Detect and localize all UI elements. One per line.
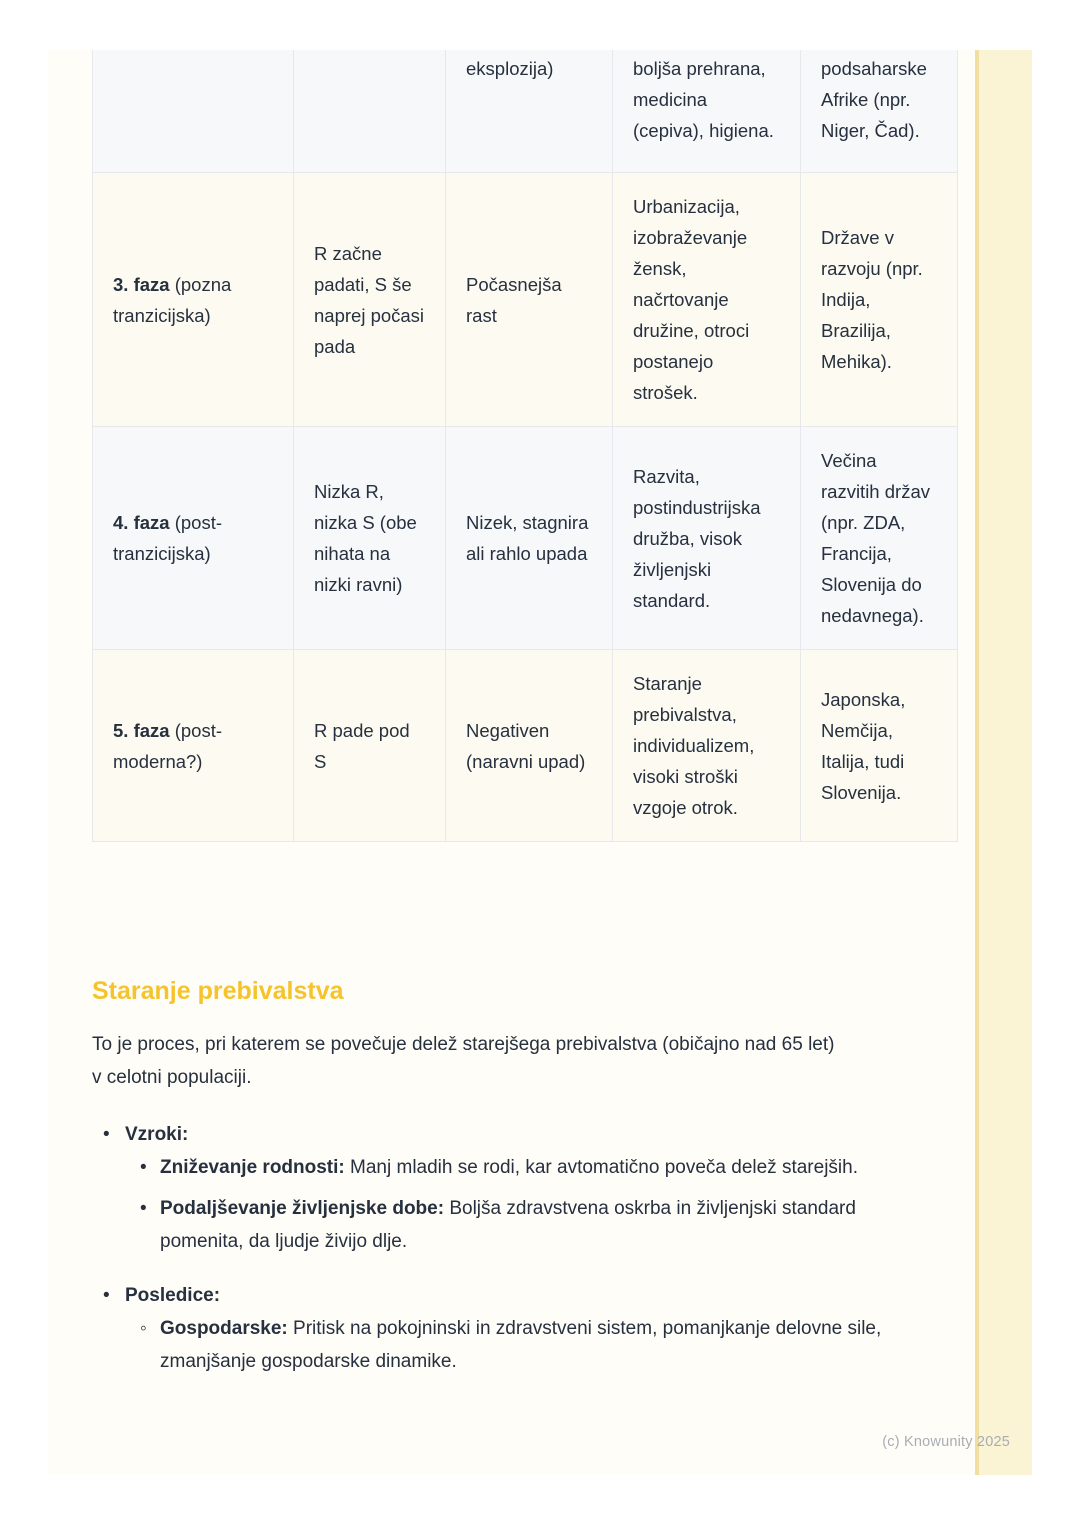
cell-text: Nizek, stagnira ali rahlo upada: [466, 512, 589, 564]
list-item-vzroki: [92, 1118, 892, 1151]
cell-text: podsaharske Afrike (npr. Niger, Čad).: [821, 58, 927, 141]
intro-paragraph: To je proces, pri katerem se povečuje delež starejšega prebivalstva (običajno nad 65 let) v celotni populaciji.: [92, 1034, 835, 1088]
bullet-icon: •: [103, 1124, 110, 1145]
cell-text: R začne padati, S še naprej počasi pada: [314, 242, 425, 357]
cell-bold-text: 4. faza: [113, 512, 170, 533]
pdf-page: [48, 50, 1032, 1475]
list-item-lead: Vzroki:: [125, 1124, 189, 1145]
demographic-phases-table: [92, 50, 958, 842]
table-cell: [93, 427, 294, 650]
bullet-icon: •: [140, 1198, 147, 1219]
list-item-znizevanje-rodnosti: [92, 1151, 892, 1184]
table-cell: [446, 650, 613, 842]
table-cell: [446, 427, 613, 650]
list-item-posledice: [92, 1279, 892, 1312]
list-item-text: [160, 1151, 892, 1184]
cell-text: Države v razvoju (npr. Indija, Brazilija, Mehika).: [821, 227, 923, 372]
list-item-rest: Pritisk na pokojninski in zdravstveni sistem, pomanjkanje delovne sile, zmanjšanje gospodarske dinamike.: [160, 1318, 882, 1372]
list-item-lead: Gospodarske:: [160, 1318, 288, 1339]
copyright-footer: (c) Knowunity 2025: [882, 1434, 1010, 1450]
cell-text: (post-moderna?): [113, 719, 222, 772]
bullet-icon: •: [103, 1285, 110, 1306]
list-item-text: [125, 1118, 892, 1151]
cell-text: boljša prehrana, medicina (cepiva), higiena.: [633, 58, 774, 141]
table-cell: [613, 173, 801, 427]
section-heading: Staranje prebivalstva: [92, 977, 344, 1005]
table-cell: [294, 173, 446, 427]
table-cell: [801, 650, 958, 842]
table-cell: [613, 50, 801, 173]
table-row-phase5: [93, 650, 958, 842]
table-cell: [801, 173, 958, 427]
table-cell: [93, 650, 294, 842]
table-cell: [801, 50, 958, 173]
cell-text: Počasnejša rast: [466, 273, 562, 326]
cell-text: Japonska, Nemčija, Italija, tudi Slovenija.: [821, 688, 906, 803]
list-item-text: [160, 1192, 892, 1258]
cell-text: Staranje prebivalstva, individualizem, visoki stroški vzgoje otrok.: [633, 673, 755, 818]
table-cell: [446, 173, 613, 427]
list-item-text: [160, 1312, 892, 1378]
table-cell: [294, 427, 446, 650]
table-cell: [93, 173, 294, 427]
list-item-gospodarske: [92, 1312, 892, 1378]
list-item-rest: Boljša zdravstvena oskrba in življenjski standard pomenita, da ljudje živijo dlje.: [160, 1198, 856, 1252]
table-row-phase2-partial: [93, 50, 958, 173]
yellow-accent-band: [975, 50, 1032, 1475]
cell-text: (post-tranzicijska): [113, 512, 222, 564]
table-cell: [613, 427, 801, 650]
table-cell: [446, 50, 613, 173]
cell-text: (pozna tranzicijska): [113, 273, 232, 326]
cell-text: Večina razvitih držav (npr. ZDA, Francija, Slovenija do nedavnega).: [821, 450, 930, 626]
cell-text: R pade pod S: [314, 719, 410, 772]
list-item-lead: Zniževanje rodnosti:: [160, 1157, 345, 1178]
list-item-podaljsevanje-dobe: [92, 1192, 892, 1258]
cell-text: Razvita, postindustrijska družba, visok življenjski standard.: [633, 465, 761, 611]
table-row-phase3: [93, 173, 958, 427]
list-item-lead: Podaljševanje življenjske dobe:: [160, 1198, 445, 1219]
cell-text: Nizka R, nizka S (obe nihata na nizki ravni): [314, 481, 417, 595]
table-cell: [93, 50, 294, 173]
cell-text: Negativen (naravni upad): [466, 719, 586, 772]
list-item-rest: Manj mladih se rodi, kar avtomatično poveča delež starejših.: [350, 1157, 858, 1178]
table-row-phase4: [93, 427, 958, 650]
table-cell: [801, 427, 958, 650]
cell-text: Urbanizacija, izobraževanje žensk, načrtovanje družine, otroci postanejo strošek.: [633, 196, 750, 403]
cell-text: eksplozija): [466, 58, 554, 79]
cell-bold-text: 3. faza: [113, 273, 170, 295]
bullet-list: [92, 1118, 892, 1378]
table-cell: [294, 50, 446, 173]
list-item-text: [125, 1279, 892, 1312]
cell-bold-text: 5. faza: [113, 719, 170, 741]
list-item-lead: Posledice:: [125, 1285, 221, 1306]
bullet-icon: •: [140, 1157, 147, 1178]
table-cell: [613, 650, 801, 842]
circle-bullet-icon: ◦: [140, 1318, 147, 1339]
table-cell: [294, 650, 446, 842]
